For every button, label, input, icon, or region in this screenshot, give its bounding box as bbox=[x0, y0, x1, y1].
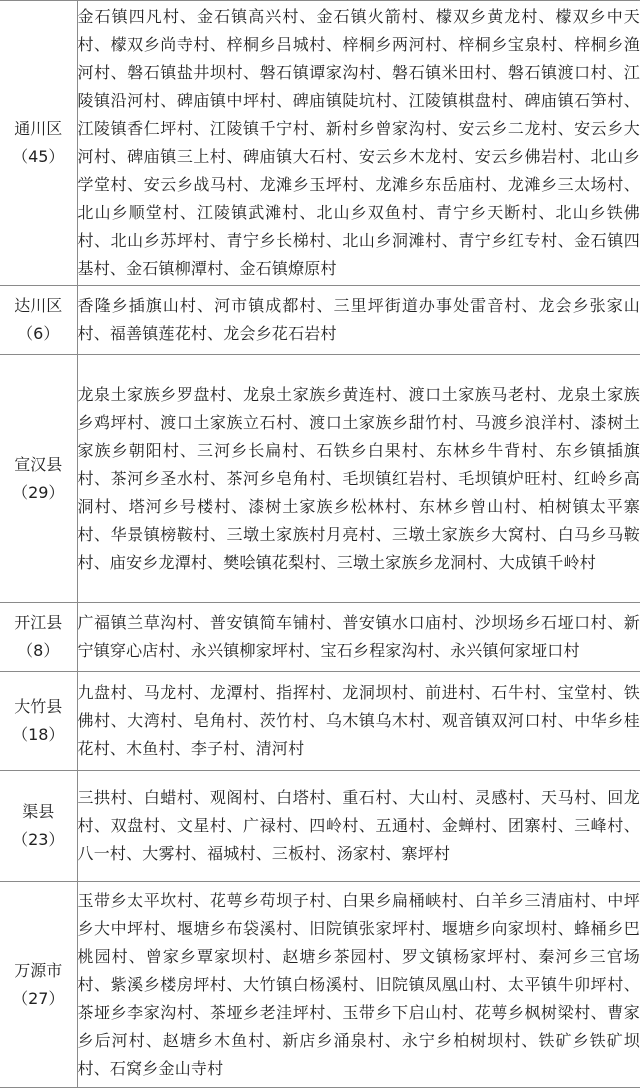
region-cell bbox=[0, 355, 77, 603]
table-row bbox=[0, 603, 640, 672]
village-list: 金石镇四凡村、金石镇高兴村、金石镇火箭村、檬双乡黄龙村、檬双乡中天村、檬双乡尚寺村、梓桐乡吕城村、梓桐乡两河村、梓桐乡宝泉村、梓桐乡渔河村、磐石镇盐井坝村、磐石镇谭家沟村、磐石镇米田村、磐石镇渡口村、江陵镇沿河村、碑庙镇中坪村、碑庙镇陡坑村、江陵镇棋盘村、碑庙镇石笋村、江陵镇香仁坪村、江陵镇千宁村、新村乡曾家沟村、安云乡二龙村、安云乡大河村、碑庙镇三上村、碑庙镇大石村、安云乡木龙村、安云乡佛岩村、北山乡学堂村、安云乡战马村、龙滩乡玉坪村、龙滩乡东岳庙村、龙滩乡三太场村、北山乡顺堂村、江陵镇武滩村、北山乡双鱼村、青宁乡天断村、北山乡铁佛村、北山乡苏坪村、青宁乡长梯村、北山乡洞滩村、青宁乡红专村、金石镇四基村、金石镇柳潭村、金石镇燎原村 bbox=[77, 1, 640, 286]
table-row bbox=[0, 286, 640, 355]
village-count: （27） bbox=[12, 988, 65, 1008]
region-name: 开江县 bbox=[14, 613, 63, 632]
region-name: 渠县 bbox=[22, 802, 55, 821]
region-name: 达川区 bbox=[14, 296, 63, 315]
village-count: （8） bbox=[17, 641, 60, 660]
village-count: （29） bbox=[12, 482, 65, 502]
table-row bbox=[0, 771, 640, 882]
region-cell bbox=[0, 882, 77, 1088]
region-cell bbox=[0, 1, 77, 286]
region-cell bbox=[0, 771, 77, 882]
village-count: （6） bbox=[17, 324, 60, 343]
village-list: 三拱村、白蜡村、观阁村、白塔村、重石村、大山村、灵感村、天马村、回龙村、双盘村、文星村、广禄村、四岭村、五通村、金蝉村、团寨村、三峰村、八一村、大雾村、福城村、三板村、汤家村、寨坪村 bbox=[77, 771, 640, 882]
region-cell bbox=[0, 672, 77, 771]
table-row bbox=[0, 355, 640, 603]
table-row bbox=[0, 882, 640, 1088]
village-count: （45） bbox=[12, 147, 65, 166]
village-list: 玉带乡太平坎村、花萼乡苟坝子村、白果乡扁桶峡村、白羊乡三清庙村、中坪乡大中坪村、堰塘乡布袋溪村、旧院镇张家坪村、堰塘乡向家坝村、蜂桶乡巴桃园村、曾家乡覃家坝村、赵塘乡茶园村、罗文镇杨家坪村、秦河乡三官场村、紫溪乡楼房坪村、大竹镇白杨溪村、旧院镇凤凰山村、太平镇牛卯坪村、茶垭乡李家沟村、茶垭乡老洼坪村、玉带乡下启山村、花萼乡枫树梁村、曹家乡后河村、赵塘乡木鱼村、新店乡涌泉村、永宁乡柏树坝村、铁矿乡铁矿坝村、石窝乡金山寺村 bbox=[77, 882, 640, 1088]
village-list: 广福镇兰草沟村、普安镇简车铺村、普安镇水口庙村、沙坝场乡石垭口村、新宁镇穿心店村、永兴镇柳家坪村、宝石乡程家沟村、永兴镇何家垭口村 bbox=[77, 603, 640, 672]
village-count: （18） bbox=[12, 725, 65, 744]
village-list: 九盘村、马龙村、龙潭村、指挥村、龙洞坝村、前进村、石牛村、宝堂村、铁佛村、大湾村、皂角村、茨竹村、乌木镇乌木村、观音镇双河口村、中华乡桂花村、木鱼村、李子村、清河村 bbox=[77, 672, 640, 771]
table-row bbox=[0, 1, 640, 286]
village-count: （23） bbox=[12, 830, 65, 849]
region-cell bbox=[0, 603, 77, 672]
region-cell bbox=[0, 286, 77, 355]
region-name: 通川区 bbox=[14, 119, 63, 138]
region-name: 宣汉县 bbox=[14, 454, 63, 474]
village-list: 香隆乡插旗山村、河市镇成都村、三里坪街道办事处雷音村、龙会乡张家山村、福善镇莲花村、龙会乡花石岩村 bbox=[77, 286, 640, 355]
region-name: 大竹县 bbox=[14, 697, 63, 716]
village-list: 龙泉土家族乡罗盘村、龙泉土家族乡黄连村、渡口土家族马老村、龙泉土家族乡鸡坪村、渡口土家族立石村、渡口土家族乡甜竹村、马渡乡浪洋村、漆树土家族乡朝阳村、三河乡长扁村、石铁乡白果村、东林乡牛背村、东乡镇插旗村、茶河乡圣水村、茶河乡皂角村、毛坝镇红岩村、毛坝镇炉旺村、红岭乡高洞村、塔河乡号楼村、漆树土家族乡松林村、东林乡曾山村、柏树镇太平寨村、华景镇榜鞍村、三墩土家族村月亮村、三墩土家族乡大窝村、白马乡马鞍村、庙安乡龙潭村、樊哙镇花梨村、三墩土家族乡龙洞村、大成镇千岭村 bbox=[77, 355, 640, 603]
table-row bbox=[0, 672, 640, 771]
region-name: 万源市 bbox=[14, 960, 63, 980]
